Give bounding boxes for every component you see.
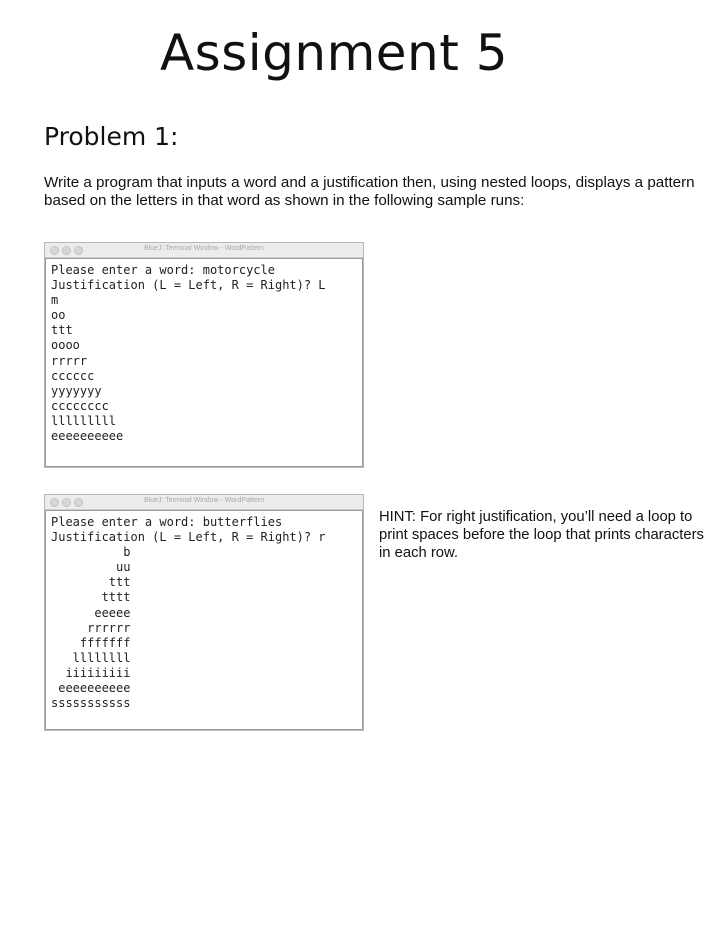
console-line: cccccc (51, 368, 95, 383)
console-line: Please enter a word: butterflies (51, 515, 283, 529)
console-line: m (51, 293, 59, 308)
console-line: Please enter a word: motorcycle (51, 263, 275, 277)
console-line: yyyyyyy (51, 383, 102, 398)
console-line: Justification (L = Left, R = Right)? r (51, 530, 326, 545)
console-line: eeeeeeeeee (51, 429, 124, 444)
console-line: ttt (51, 575, 131, 590)
console-line: rrrrr (51, 353, 88, 368)
console-line: oo (51, 308, 66, 323)
console-output (46, 259, 362, 444)
console-line: rrrrrr (51, 620, 131, 635)
console-line: eeeeeeeeee (51, 681, 131, 696)
console-line: llllllll (51, 650, 131, 665)
page-title: Assignment 5 (159, 24, 509, 82)
terminal-window-left-sample (44, 242, 364, 468)
console-line: eeeee (51, 605, 131, 620)
hint-text: HINT: For right justification, you’ll need a loop to print spaces before the loop that prints characters in each row. (379, 509, 704, 561)
window-titlebar (45, 243, 363, 258)
window-titlebar (45, 495, 363, 510)
console-line: uu (51, 560, 131, 575)
console-line: iiiiiiiii (51, 665, 131, 680)
console-line: sssssssssss (51, 696, 131, 711)
window-title: BlueJ: Terminal Window - WordPattern (144, 245, 264, 252)
window-title: BlueJ: Terminal Window - WordPattern (144, 497, 264, 504)
problem-description: Write a program that inputs a word and a justification then, using nested loops, displays a pattern based on the letters in that word as shown in the following sample runs: (44, 174, 695, 209)
console-line: b (51, 545, 131, 560)
console-line: lllllllll (51, 413, 117, 428)
console-line: fffffff (51, 635, 131, 650)
console-line: Justification (L = Left, R = Right)? L (51, 278, 326, 293)
console-line: cccccccc (51, 398, 109, 413)
terminal-screen (45, 258, 363, 467)
console-output (46, 511, 362, 711)
terminal-screen (45, 510, 363, 730)
console-line: oooo (51, 338, 80, 353)
console-line: ttt (51, 323, 73, 338)
problem-heading: Problem 1: (44, 122, 179, 151)
terminal-window-right-sample (44, 494, 364, 731)
console-line: tttt (51, 590, 131, 605)
